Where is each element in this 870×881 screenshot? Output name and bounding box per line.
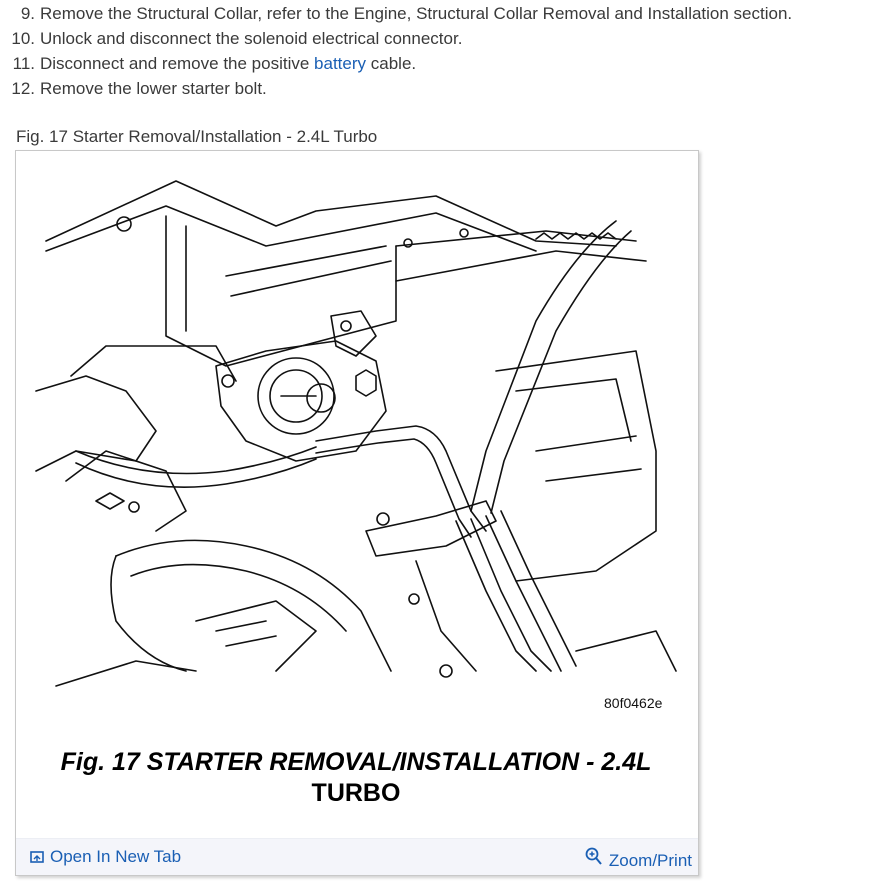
figure-card	[15, 150, 699, 876]
figure-title: Fig. 17 Starter Removal/Installation - 2.4L Turbo	[16, 127, 378, 146]
step-number: 11.	[12, 54, 35, 73]
step-text: Remove the lower starter bolt.	[40, 79, 267, 98]
figure-caption	[26, 747, 686, 809]
caption-line-1: Fig. 17 STARTER REMOVAL/INSTALLATION - 2.4L	[60, 748, 652, 776]
zoom-icon	[585, 847, 603, 867]
step-12	[0, 77, 267, 101]
step-text: Unlock and disconnect the solenoid electrical connector.	[40, 29, 463, 48]
caption-line-2: TURBO	[311, 779, 401, 807]
zoom-print-button[interactable]	[585, 843, 692, 871]
step-10	[0, 27, 462, 51]
step-text: Disconnect and remove the positive	[40, 54, 315, 73]
step-text: Remove the Structural Collar, refer to the Engine, Structural Collar Removal and Installation section.	[40, 4, 793, 23]
open-in-new-tab-button[interactable]	[30, 847, 181, 867]
figure-toolbar	[16, 838, 698, 875]
open-new-tab-icon	[30, 850, 44, 864]
figure-reference-code: 80f0462e	[604, 695, 663, 711]
open-in-new-tab-label: Open In New Tab	[50, 847, 182, 866]
zoom-print-label: Zoom/Print	[608, 851, 692, 870]
step-number: 12.	[11, 79, 35, 98]
step-11	[0, 52, 416, 76]
starter-illustration[interactable]	[16, 151, 698, 691]
step-9	[0, 2, 792, 26]
battery-link[interactable]: battery	[314, 54, 367, 73]
step-number: 9.	[20, 4, 35, 23]
step-text: cable.	[366, 54, 417, 73]
step-number: 10.	[11, 29, 35, 48]
